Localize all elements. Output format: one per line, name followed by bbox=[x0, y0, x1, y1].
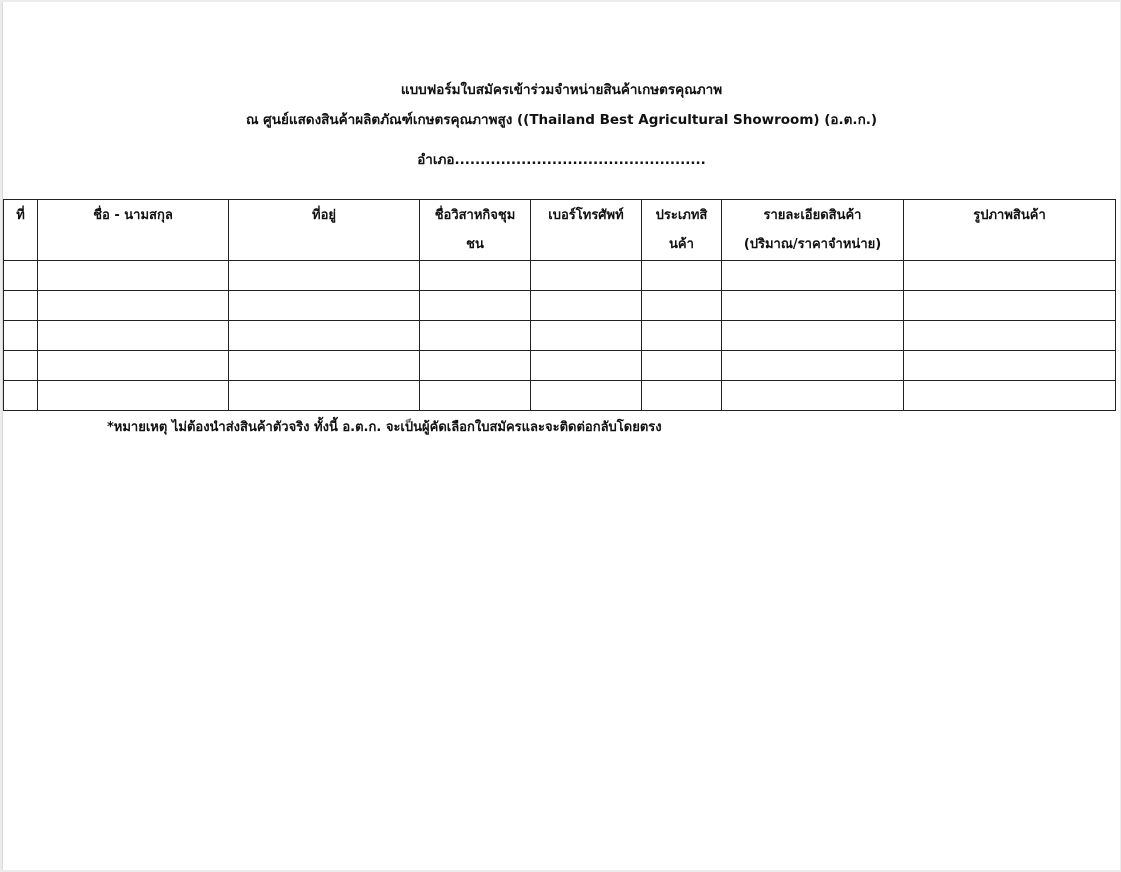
header-phone bbox=[531, 200, 642, 261]
cell-phone[interactable] bbox=[531, 291, 642, 321]
header-address-line1: ที่อยู่ bbox=[312, 208, 336, 223]
header-product-details bbox=[722, 200, 904, 261]
header-fullname-line1: ชื่อ - นามสกุล bbox=[93, 208, 173, 223]
cell-fullname[interactable] bbox=[38, 261, 229, 291]
district-line: อำเภอ................................................. bbox=[417, 152, 706, 168]
cell-product-type[interactable] bbox=[642, 291, 722, 321]
table-row bbox=[4, 321, 1116, 351]
cell-phone[interactable] bbox=[531, 381, 642, 411]
cell-address[interactable] bbox=[229, 291, 420, 321]
cell-address[interactable] bbox=[229, 351, 420, 381]
cell-product-type[interactable] bbox=[642, 261, 722, 291]
cell-product-type[interactable] bbox=[642, 381, 722, 411]
header-fullname bbox=[38, 200, 229, 261]
cell-number[interactable] bbox=[4, 351, 38, 381]
cell-product-photo[interactable] bbox=[904, 381, 1116, 411]
document-page bbox=[2, 2, 1120, 870]
header-enterprise bbox=[420, 200, 531, 261]
header-enterprise-line1: ชื่อวิสาหกิจชุม bbox=[434, 208, 516, 223]
cell-fullname[interactable] bbox=[38, 351, 229, 381]
header-phone-line1: เบอร์โทรศัพท์ bbox=[548, 208, 624, 223]
cell-product-details[interactable] bbox=[722, 261, 904, 291]
cell-address[interactable] bbox=[229, 261, 420, 291]
cell-product-photo[interactable] bbox=[904, 261, 1116, 291]
header-product-photo-line1: รูปภาพสินค้า bbox=[973, 208, 1046, 223]
footnote: *หมายเหตุ ไม่ต้องนำส่งสินค้าตัวจริง ทั้งนี้ อ.ต.ก. จะเป็นผู้คัดเลือกใบสมัครและจะติดต่อกลับโดยตรง bbox=[107, 420, 662, 435]
header-number-line1: ที่ bbox=[16, 208, 25, 223]
cell-product-details[interactable] bbox=[722, 351, 904, 381]
table-row bbox=[4, 261, 1116, 291]
header-product-type-line1: ประเภทสิ bbox=[655, 208, 708, 223]
cell-fullname[interactable] bbox=[38, 381, 229, 411]
header-enterprise-line2: ชน bbox=[466, 237, 484, 252]
header-product-type bbox=[642, 200, 722, 261]
cell-enterprise[interactable] bbox=[420, 351, 531, 381]
cell-enterprise[interactable] bbox=[420, 261, 531, 291]
header-product-photo bbox=[904, 200, 1116, 261]
cell-product-details[interactable] bbox=[722, 381, 904, 411]
cell-number[interactable] bbox=[4, 321, 38, 351]
application-table bbox=[3, 199, 1116, 411]
table-row bbox=[4, 291, 1116, 321]
form-title: แบบฟอร์มใบสมัครเข้าร่วมจำหน่ายสินค้าเกษตรคุณภาพ bbox=[400, 82, 723, 98]
cell-product-type[interactable] bbox=[642, 321, 722, 351]
cell-number[interactable] bbox=[4, 261, 38, 291]
form-subtitle: ณ ศูนย์แสดงสินค้าผลิตภัณฑ์เกษตรคุณภาพสูง ((Thailand Best Agricultural Showroom) (อ.ต.ก.) bbox=[245, 112, 878, 128]
cell-product-type[interactable] bbox=[642, 351, 722, 381]
header-number bbox=[4, 200, 38, 261]
cell-product-photo[interactable] bbox=[904, 351, 1116, 381]
table-row bbox=[4, 381, 1116, 411]
cell-enterprise[interactable] bbox=[420, 321, 531, 351]
cell-phone[interactable] bbox=[531, 321, 642, 351]
cell-address[interactable] bbox=[229, 321, 420, 351]
header-product-details-line2: (ปริมาณ/ราคาจำหน่าย) bbox=[743, 237, 882, 252]
table-row bbox=[4, 351, 1116, 381]
cell-enterprise[interactable] bbox=[420, 291, 531, 321]
cell-fullname[interactable] bbox=[38, 291, 229, 321]
cell-number[interactable] bbox=[4, 381, 38, 411]
cell-phone[interactable] bbox=[531, 351, 642, 381]
cell-phone[interactable] bbox=[531, 261, 642, 291]
table-header-row bbox=[4, 200, 1116, 261]
header-address bbox=[229, 200, 420, 261]
cell-number[interactable] bbox=[4, 291, 38, 321]
cell-product-details[interactable] bbox=[722, 321, 904, 351]
cell-product-photo[interactable] bbox=[904, 291, 1116, 321]
cell-product-details[interactable] bbox=[722, 291, 904, 321]
cell-enterprise[interactable] bbox=[420, 381, 531, 411]
cell-address[interactable] bbox=[229, 381, 420, 411]
cell-product-photo[interactable] bbox=[904, 321, 1116, 351]
header-product-details-line1: รายละเอียดสินค้า bbox=[763, 208, 862, 223]
cell-fullname[interactable] bbox=[38, 321, 229, 351]
header-product-type-line2: นค้า bbox=[669, 237, 694, 252]
